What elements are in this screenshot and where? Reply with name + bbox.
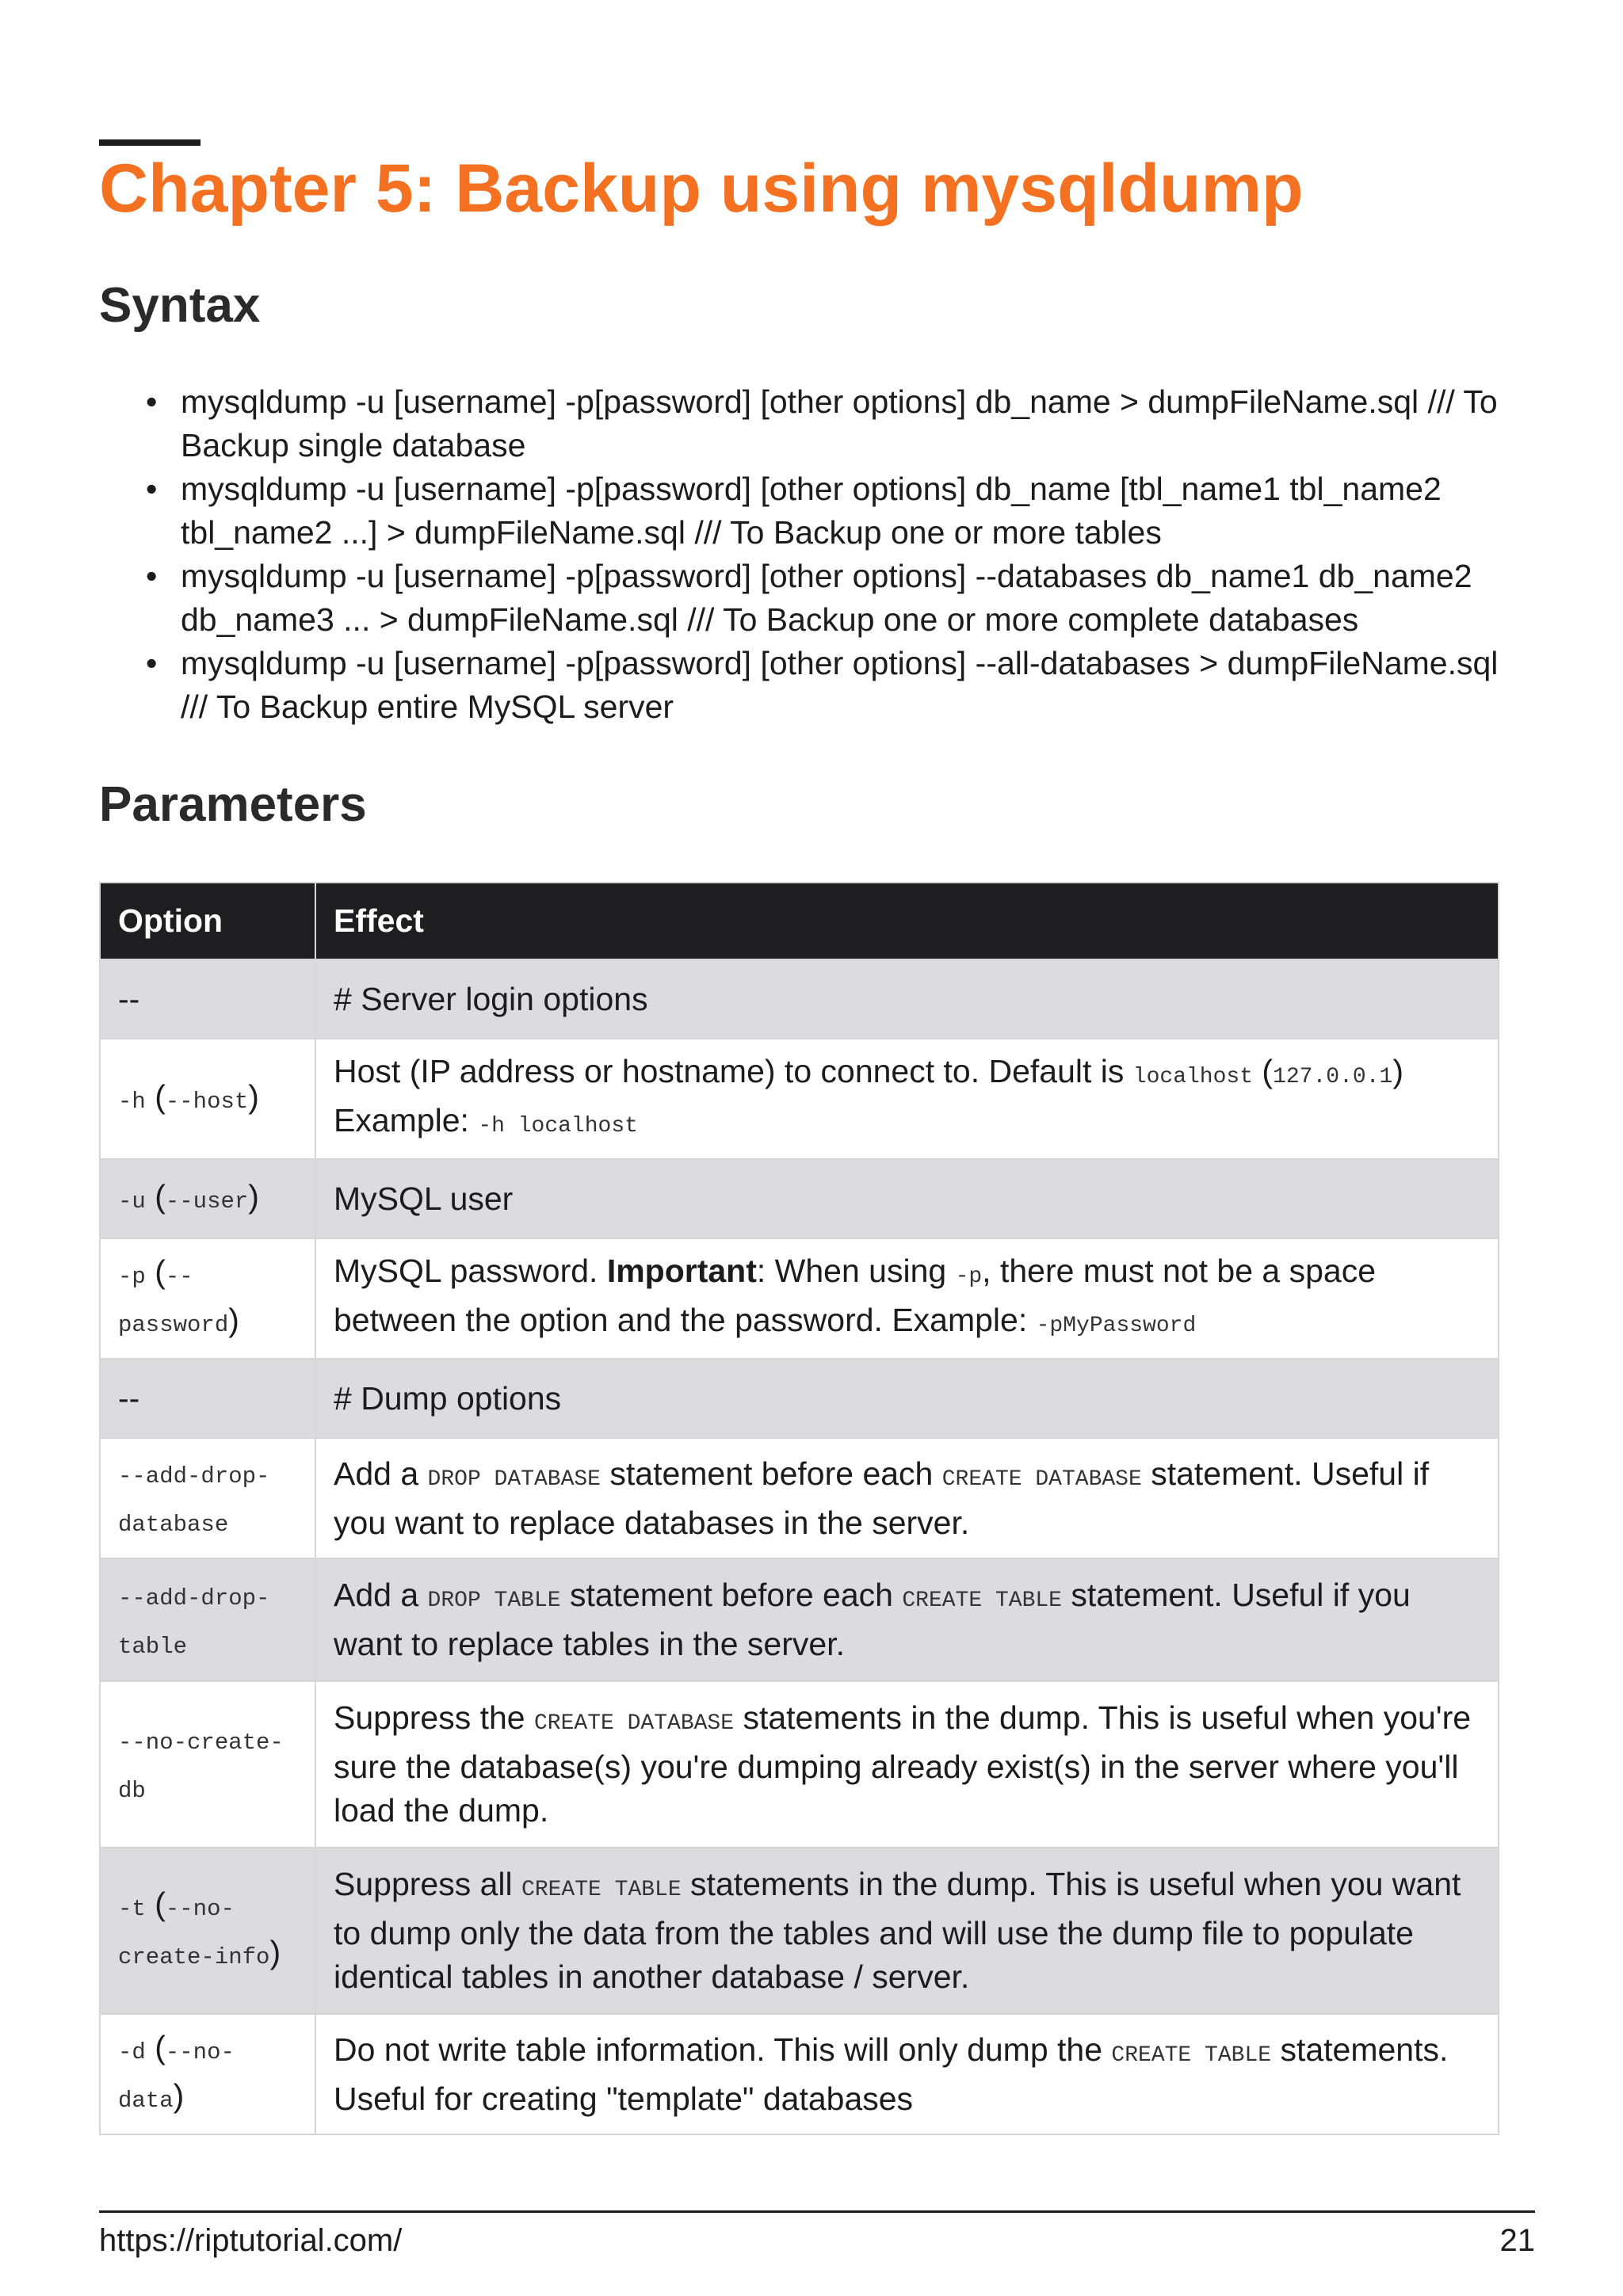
syntax-item: • mysqldump -u [username] -p[password] [other options] --databases db_name1 db_name2 db_name3 ... > dumpFileName.sql /// To Backup one or more complete databases (181, 555, 1528, 642)
table-row (100, 1359, 1499, 1438)
option-code: --no-create-info (118, 1896, 270, 1970)
effect-code: DROP TABLE (427, 1589, 561, 1613)
effect-text: Suppress all (334, 1866, 522, 1902)
table-row (100, 959, 1499, 1039)
option-code: -p (118, 1264, 146, 1290)
syntax-heading: Syntax (99, 278, 261, 333)
effect-text: statement before each (560, 1577, 903, 1613)
option-paren: ) (248, 1077, 259, 1115)
table-row (100, 1558, 1499, 1681)
effect-bold: Important (606, 1253, 757, 1289)
syntax-list (181, 380, 1528, 729)
option-paren: ( (145, 1886, 166, 1922)
effect-code: localhost (1132, 1065, 1254, 1089)
option-paren: ( (145, 2029, 166, 2065)
option-cell (100, 1558, 315, 1681)
option-paren: ( (145, 1253, 166, 1290)
effect-text: Do not write table information. This will only dump the (334, 2031, 1112, 2068)
syntax-item: • mysqldump -u [username] -p[password] [other options] db_name > dumpFileName.sql /// To Backup single database (181, 380, 1528, 467)
option-code: --password (118, 1264, 229, 1338)
effect-code: -pMyPassword (1036, 1314, 1197, 1338)
effect-text: MySQL password. (334, 1253, 607, 1289)
effect-code: -p (955, 1264, 983, 1289)
title-rule (99, 139, 200, 146)
option-code: --add-drop-table (118, 1585, 270, 1660)
effect-cell (315, 1681, 1499, 1848)
effect-text: statements in the dump. This is useful when you want to dump only the data from the tables and will use the dump file to populate identical tables in another database / server. (334, 1866, 1461, 1995)
option-cell (100, 1238, 315, 1359)
table-row (100, 1438, 1499, 1558)
page-number: 21 (1499, 2223, 1535, 2258)
option-code: --host (165, 1088, 249, 1115)
effect-text: statements in the dump. This is useful when you're sure the database(s) you're dumping already exist(s) in the server where you'll load the dump. (334, 1699, 1472, 1829)
effect-text: statement before each (600, 1455, 942, 1492)
option-paren: ( (145, 1077, 166, 1115)
option-code: --no-data (118, 2039, 235, 2114)
effect-cell (315, 1039, 1499, 1159)
option-code: -h (118, 1088, 146, 1115)
effect-text: Host (IP address or hostname) to connect to. Default is (334, 1053, 1133, 1089)
option-code: --no-create-db (118, 1730, 284, 1804)
effect-text: , there must not be a space between the option and the password. Example: (334, 1253, 1377, 1338)
column-header-option: Option (100, 883, 315, 959)
option-paren: ) (173, 2077, 185, 2114)
effect-cell (315, 1848, 1499, 2014)
effect-code: DROP DATABASE (427, 1466, 601, 1492)
effect-code: CREATE DATABASE (941, 1466, 1142, 1492)
table-row (100, 1039, 1499, 1159)
option-cell (100, 1438, 315, 1558)
option-cell: -- (100, 1359, 315, 1438)
table-row (100, 1848, 1499, 2014)
effect-cell (315, 1238, 1499, 1359)
option-paren: ( (145, 1177, 166, 1215)
table-header-row (100, 883, 1499, 959)
effect-text: statement. Useful if you want to replace databases in the server. (334, 1455, 1430, 1541)
footer-rule (99, 2210, 1535, 2213)
effect-code: CREATE DATABASE (534, 1711, 735, 1736)
option-cell (100, 1681, 315, 1848)
effect-code: -h localhost (478, 1114, 638, 1138)
table-row (100, 1681, 1499, 1848)
effect-cell: # Dump options (315, 1359, 1499, 1438)
effect-cell (315, 1558, 1499, 1681)
effect-text: Add a (334, 1577, 428, 1613)
option-cell: -- (100, 959, 315, 1039)
effect-text: Suppress the (334, 1699, 534, 1736)
table-row (100, 1238, 1499, 1359)
option-code: --user (165, 1188, 249, 1215)
option-cell (100, 1848, 315, 2014)
effect-text: ) Example: (334, 1053, 1403, 1138)
effect-text: statement. Useful if you want to replace tables in the server. (334, 1577, 1411, 1662)
option-cell (100, 1159, 315, 1238)
effect-code: CREATE TABLE (902, 1589, 1062, 1613)
parameters-heading: Parameters (99, 777, 367, 832)
footer-url[interactable]: https://riptutorial.com/ (99, 2223, 403, 2258)
option-code: --add-drop-database (118, 1463, 270, 1538)
effect-cell: # Server login options (315, 959, 1499, 1039)
syntax-item: • mysqldump -u [username] -p[password] [other options] --all-databases > dumpFileName.sql /// To Backup entire MySQL server (181, 642, 1528, 729)
option-code: -d (118, 2039, 146, 2065)
parameters-table (99, 882, 1499, 2135)
option-code: -u (118, 1188, 146, 1215)
effect-cell (315, 2014, 1499, 2134)
table-row (100, 1159, 1499, 1238)
effect-code: 127.0.0.1 (1273, 1065, 1393, 1089)
effect-text: Add a (334, 1455, 428, 1492)
chapter-title: Chapter 5: Backup using mysqldump (99, 151, 1304, 227)
option-cell (100, 2014, 315, 2134)
syntax-item: • mysqldump -u [username] -p[password] [other options] db_name [tbl_name1 tbl_name2 tbl_name2 ...] > dumpFileName.sql /// To Backup one or more tables (181, 467, 1528, 555)
effect-text: : When using (756, 1253, 956, 1289)
effect-text: ( (1253, 1053, 1274, 1089)
column-header-effect: Effect (315, 883, 1499, 959)
effect-code: CREATE TABLE (1111, 2042, 1272, 2068)
effect-code: CREATE TABLE (521, 1878, 682, 1902)
option-paren: ) (228, 1302, 239, 1338)
table-row (100, 2014, 1499, 2134)
option-code: -t (118, 1896, 146, 1922)
effect-cell (315, 1438, 1499, 1558)
effect-cell: MySQL user (315, 1159, 1499, 1238)
effect-text: statements. Useful for creating "template" databases (334, 2031, 1449, 2117)
option-paren: ) (269, 1934, 281, 1970)
option-paren: ) (248, 1177, 259, 1215)
option-cell (100, 1039, 315, 1159)
